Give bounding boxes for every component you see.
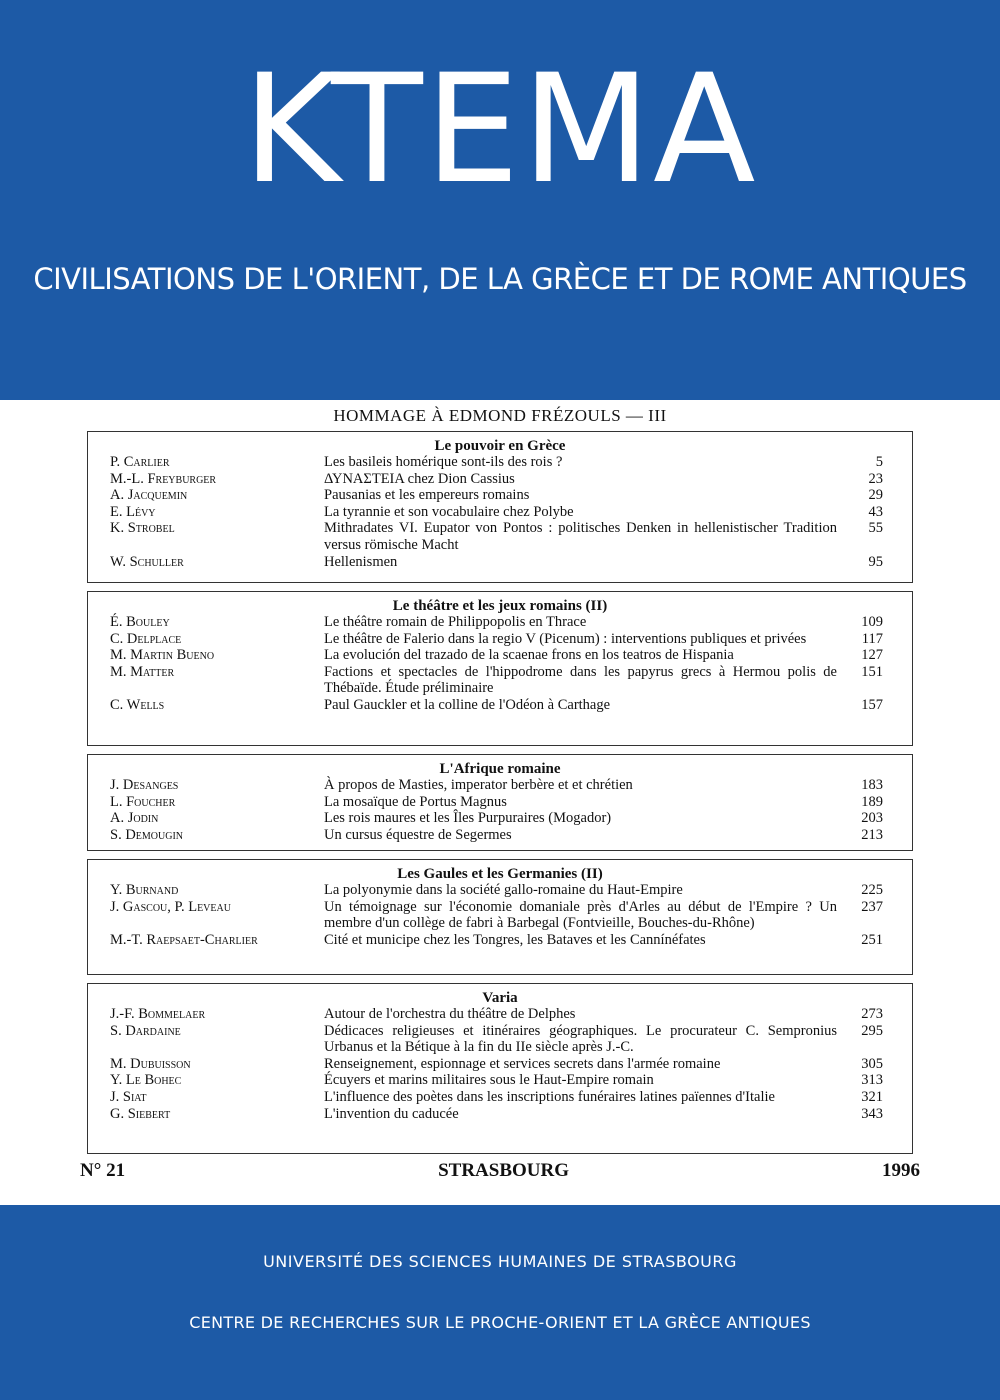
entry-author: K. Strobel bbox=[110, 520, 175, 537]
entry-title: Le théâtre romain de Philippopolis en Thrace bbox=[324, 614, 587, 630]
toc-entry bbox=[88, 1023, 912, 1056]
entry-page: 127 bbox=[861, 647, 883, 664]
toc-entry bbox=[88, 827, 912, 844]
entry-page: 29 bbox=[868, 487, 883, 504]
entry-title: Les rois maures et les Îles Purpuraires (Mogador) bbox=[324, 810, 612, 827]
entry-page: 55 bbox=[868, 520, 883, 537]
issue-city: STRASBOURG bbox=[438, 1160, 569, 1181]
entry-title: Mithradates VI. Eupator von Pontos : politisches Denken in hellenistischer Tradition versus römische Macht bbox=[324, 520, 837, 553]
entry-author: S. Dardaine bbox=[110, 1022, 181, 1039]
toc-entry bbox=[88, 1056, 912, 1073]
entry-page: 109 bbox=[861, 614, 883, 630]
entry-author: M. Martin Bueno bbox=[110, 647, 215, 664]
entry-title: La tyrannie et son vocabulaire chez Polybe bbox=[324, 503, 574, 520]
entry-author: C. Wells bbox=[110, 696, 165, 713]
entry-title: La mosaïque de Portus Magnus bbox=[324, 793, 507, 810]
entry-title: Le théâtre de Falerio dans la regio V (Picenum) : interventions publiques et privées bbox=[324, 630, 807, 647]
entry-title: Les basileis homérique sont-ils des rois ? bbox=[324, 454, 563, 470]
entry-page: 251 bbox=[861, 931, 883, 948]
entry-author: G. Siebert bbox=[110, 1105, 171, 1122]
entry-title: Factions et spectacles de l'hippodrome dans les papyrus grecs à Hermou polis de Thébaïde. Étude préliminaire bbox=[324, 663, 837, 697]
entry-title: La evolución del trazado de la scaenae frons en los teatros de Hispania bbox=[324, 647, 734, 664]
entry-page: 343 bbox=[861, 1105, 883, 1122]
toc-section bbox=[87, 754, 913, 851]
entry-page: 43 bbox=[868, 503, 883, 520]
toc-entry bbox=[88, 1106, 912, 1123]
toc-entry bbox=[88, 899, 912, 932]
entry-page: 213 bbox=[861, 826, 883, 843]
toc-entry bbox=[88, 932, 912, 949]
toc-entry bbox=[88, 697, 912, 714]
entry-page: 273 bbox=[861, 1006, 883, 1022]
toc-entry bbox=[88, 554, 912, 571]
entry-author: Y. Le Bohec bbox=[110, 1072, 182, 1089]
toc-entry bbox=[88, 777, 912, 794]
entry-author: W. Schuller bbox=[110, 553, 184, 570]
entry-author: S. Demougin bbox=[110, 826, 184, 843]
toc-entry bbox=[88, 810, 912, 827]
entry-page: 23 bbox=[868, 470, 883, 487]
toc-entry bbox=[88, 631, 912, 648]
section-title: Le théâtre et les jeux romains (II) bbox=[392, 598, 608, 614]
entry-page: 295 bbox=[861, 1022, 883, 1039]
entry-author: E. Lévy bbox=[110, 503, 156, 520]
entry-page: 237 bbox=[861, 898, 883, 915]
entry-author: J. Siat bbox=[110, 1088, 147, 1105]
entry-page: 5 bbox=[875, 454, 883, 470]
entry-page: 157 bbox=[861, 696, 883, 713]
issue-footer bbox=[80, 1160, 920, 1182]
entry-title: L'invention du caducée bbox=[324, 1105, 459, 1122]
publisher-centre: CENTRE DE RECHERCHES SUR LE PROCHE-ORIENT ET LA GRÈCE ANTIQUES bbox=[189, 1313, 811, 1332]
entry-author: M.-T. Raepsaet-Charlier bbox=[110, 931, 258, 948]
entry-title: ΔΥΝΑΣΤΕΙΑ chez Dion Cassius bbox=[324, 470, 515, 487]
issue-heading: HOMMAGE À EDMOND FRÉZOULS — III bbox=[333, 406, 667, 425]
entry-author: J. Desanges bbox=[110, 777, 179, 793]
entry-page: 305 bbox=[861, 1055, 883, 1072]
entry-author: A. Jodin bbox=[110, 810, 159, 827]
section-title: L'Afrique romaine bbox=[439, 761, 561, 777]
toc-entry bbox=[88, 520, 912, 553]
entry-title: La polyonymie dans la société gallo-romaine du Haut-Empire bbox=[324, 882, 683, 898]
entry-title: Hellenismen bbox=[324, 553, 398, 570]
journal-subtitle: CIVILISATIONS DE L'ORIENT, DE LA GRÈCE ET DE ROME ANTIQUES bbox=[33, 262, 967, 296]
entry-title: À propos de Masties, imperator berbère et et chrétien bbox=[324, 777, 633, 793]
toc-entry bbox=[88, 1006, 912, 1023]
entry-page: 151 bbox=[861, 663, 883, 680]
entry-page: 117 bbox=[861, 630, 883, 647]
entry-author: Y. Burnand bbox=[110, 882, 179, 898]
entry-title: Un témoignage sur l'économie domaniale près d'Arles au début de l'Empire ? Un membre d'un collège de fabri à Barbegal (Fontvieille, Bouches-du-Rhône) bbox=[324, 898, 837, 932]
entry-author: P. Carlier bbox=[110, 454, 170, 470]
entry-author: A. Jacquemin bbox=[110, 487, 188, 504]
toc-entry bbox=[88, 882, 912, 899]
journal-title: KTEMA bbox=[242, 43, 758, 217]
entry-title: Renseignement, espionnage et services secrets dans l'armée romaine bbox=[324, 1055, 721, 1072]
entry-author: É. Bouley bbox=[110, 614, 170, 630]
toc-entry bbox=[88, 794, 912, 811]
entry-title: Autour de l'orchestra du théâtre de Delphes bbox=[324, 1006, 576, 1022]
toc-entry bbox=[88, 487, 912, 504]
toc-entry bbox=[88, 664, 912, 697]
entry-page: 321 bbox=[861, 1088, 883, 1105]
entry-page: 189 bbox=[861, 793, 883, 810]
publisher-university: UNIVERSITÉ DES SCIENCES HUMAINES DE STRASBOURG bbox=[263, 1252, 737, 1271]
issue-number: N° 21 bbox=[80, 1160, 126, 1181]
toc-entry bbox=[88, 504, 912, 521]
toc-entry bbox=[88, 1089, 912, 1106]
section-title: Les Gaules et les Germanies (II) bbox=[397, 866, 603, 882]
entry-author: M. Dubuisson bbox=[110, 1055, 191, 1072]
entry-page: 203 bbox=[861, 810, 883, 827]
entry-author: C. Delplace bbox=[110, 630, 182, 647]
entry-title: Pausanias et les empereurs romains bbox=[324, 487, 530, 504]
entry-title: Un cursus équestre de Segermes bbox=[324, 826, 512, 843]
entry-title: Paul Gauckler et la colline de l'Odéon à Carthage bbox=[324, 696, 611, 713]
toc-entry bbox=[88, 614, 912, 631]
entry-author: J.-F. Bommelaer bbox=[110, 1006, 206, 1022]
entry-title: L'influence des poètes dans les inscriptions funéraires latines païennes d'Italie bbox=[324, 1088, 775, 1105]
toc-section bbox=[87, 983, 913, 1154]
issue-year: 1996 bbox=[882, 1160, 920, 1181]
entry-author: J. Gascou, P. Leveau bbox=[110, 898, 231, 915]
entry-author: M.-L. Freyburger bbox=[110, 470, 217, 487]
toc-section bbox=[87, 431, 913, 583]
entry-author: M. Matter bbox=[110, 663, 175, 680]
section-title: Le pouvoir en Grèce bbox=[434, 438, 566, 454]
entry-page: 225 bbox=[861, 882, 883, 898]
entry-title: Cité et municipe chez les Tongres, les Bataves et les Cannínéfates bbox=[324, 931, 706, 948]
entry-author: L. Foucher bbox=[110, 793, 176, 810]
toc-entry bbox=[88, 454, 912, 471]
toc-section bbox=[87, 859, 913, 975]
entry-page: 183 bbox=[861, 777, 883, 793]
entry-title: Écuyers et marins militaires sous le Haut-Empire romain bbox=[324, 1072, 654, 1089]
cover-bottom-band bbox=[0, 1205, 1000, 1400]
entry-title: Dédicaces religieuses et itinéraires géographiques. Le procurateur C. Sempronius Urbanus et la Bétique à la fin du IIe siècle après J.-C. bbox=[324, 1022, 837, 1056]
toc-section bbox=[87, 591, 913, 746]
entry-page: 313 bbox=[861, 1072, 883, 1089]
toc-entry bbox=[88, 471, 912, 488]
section-title: Varia bbox=[482, 990, 518, 1006]
entry-page: 95 bbox=[868, 553, 883, 570]
toc-entry bbox=[88, 1072, 912, 1089]
toc-entry bbox=[88, 647, 912, 664]
